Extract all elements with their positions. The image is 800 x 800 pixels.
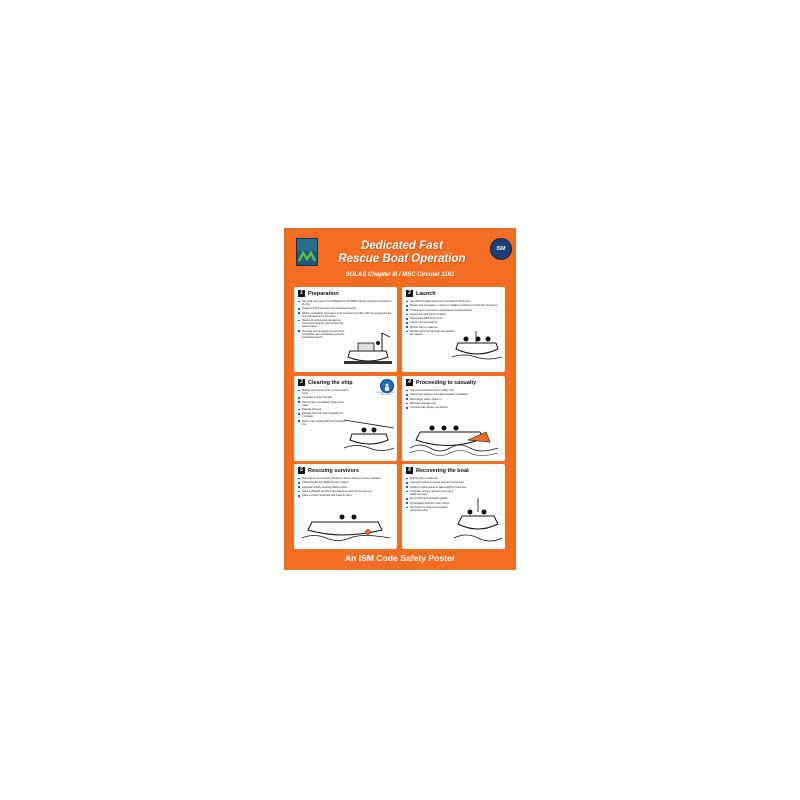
list-item: Do not lift until Coxswain signals. [406, 497, 458, 500]
list-item: Maintain steerage way. [406, 402, 501, 405]
list-item: The boat crew are to be certificated to STCW95 requirements and recorded in the log. [298, 300, 393, 306]
section-title: Clearing the ship [308, 379, 353, 386]
list-item: Release lift hook. [298, 408, 350, 411]
section-clearing-the-ship [294, 376, 397, 461]
section-title: Launch [416, 290, 436, 297]
list-item: Reduce engine speed to take weight on bow line. [406, 486, 501, 489]
list-item: Read and understand operational instructions and the appropriate risk assessments. [298, 319, 350, 328]
list-item: Approach slowly, keeping head to wind. [298, 486, 393, 489]
list-item: Mother ship to make lee. [406, 477, 501, 480]
section-number: 1 [298, 290, 305, 297]
section-title: Rescuing survivors [308, 467, 360, 474]
list-item: If viable use a preventer strop between hook and boat. [406, 309, 501, 312]
list-item: Meet larger waves head on. [406, 398, 501, 401]
list-item: Coxswain to steer till clear. [298, 396, 350, 399]
list-item: Double check the lift hook and painters are secure. [406, 330, 458, 336]
boat-at-speed-illustration [410, 418, 498, 456]
section-number: 3 [298, 379, 305, 386]
section-number: 5 [298, 467, 305, 474]
list-item: Place survivor horizontal with head to stern. [298, 494, 393, 497]
section-number: 4 [406, 379, 413, 386]
list-item: Use SM compliant equipment and launch check lists. [406, 300, 501, 303]
lifejacket-caption: LIFEJACKETS MUST BE WORN [376, 392, 396, 396]
poster-subtitle: SOLAS Chapter III / MSC Circular 1161 [345, 272, 455, 278]
section-title: Preparation [308, 290, 339, 297]
list-item: Two boat crew members should be used to bring a survivor onboard. [298, 477, 393, 480]
section-recovering-the-boat [402, 464, 505, 549]
title-line-1: Dedicated Fast [361, 240, 443, 252]
section-preparation [294, 287, 397, 372]
list-item: If engine fails, deploy sea anchor. [406, 406, 501, 409]
section-launch [402, 287, 505, 372]
list-item: Check communications. [406, 321, 458, 324]
list-item: Have a Waterkit and thermal protection ready for the survivor. [298, 490, 393, 493]
list-item: Start engine immediately boat enters water. [298, 401, 350, 407]
title-line-2: Rescue Boat Operation [338, 253, 466, 265]
section-rescuing-survivors [294, 464, 397, 549]
list-item: Immediately boat lifts, stop engine. [406, 502, 458, 505]
boat-recovery-illustration [454, 498, 502, 544]
list-item: Mother ship speed to be no more than 5 knots. [298, 389, 350, 395]
section-proceeding-to-casualty [402, 376, 505, 461]
list-item: Where practicable, the boat is to be launched monthly, with the assigned crew, and manoeuvred in the water. [298, 312, 393, 318]
list-item: Coxswain using a recovery strop and attach securely. [406, 490, 458, 496]
list-item: Ship's crew retrieve lift hook and bow line. [298, 420, 350, 426]
list-item: If fitted deploy the MOB recovery system. [298, 481, 393, 484]
boat-launch-illustration [452, 331, 502, 361]
survivor-rescue-illustration [302, 508, 390, 544]
ism-logo-text: ISM [496, 246, 506, 252]
list-item: Systems and crews are to be exercised weekly. [298, 307, 393, 310]
list-item: Master and Coxswain to confer on weather conditions and launch procedure. [406, 304, 501, 307]
list-item: The boat and its equipment are to be compatible and maintained ready for immediate launch. [298, 330, 350, 339]
section-number: 6 [406, 467, 413, 474]
poster-title [322, 240, 482, 266]
list-item: Approach slowly to accept bow line and secure. [406, 481, 501, 484]
list-item: Re-check the hook and re-attach preventer strop. [406, 506, 458, 512]
company-logo [296, 238, 318, 266]
poster-footer: An ISM Code Safety Poster [344, 553, 456, 563]
ism-logo [490, 238, 512, 260]
boat-stowed-illustration [342, 331, 394, 367]
list-item: Appropriate PPE to be worn. [406, 317, 501, 320]
safety-poster [284, 228, 516, 570]
section-title: Recovering the boat [416, 467, 469, 474]
section-number: 2 [406, 290, 413, 297]
list-item: Release bow line when signalled by Coxswain. [298, 412, 350, 418]
list-item: Mother ship to make lee. [406, 326, 458, 329]
lifejacket-icon [380, 379, 394, 393]
boat-clearing-illustration [344, 416, 394, 452]
list-item: Test communications with mother ship. [406, 389, 501, 392]
section-title: Proceeding to casualty [416, 379, 477, 386]
list-item: Adjust boat speed to prevailing weather conditions. [406, 393, 501, 396]
list-item: Deploy bow line (boom if fitted). [406, 313, 501, 316]
